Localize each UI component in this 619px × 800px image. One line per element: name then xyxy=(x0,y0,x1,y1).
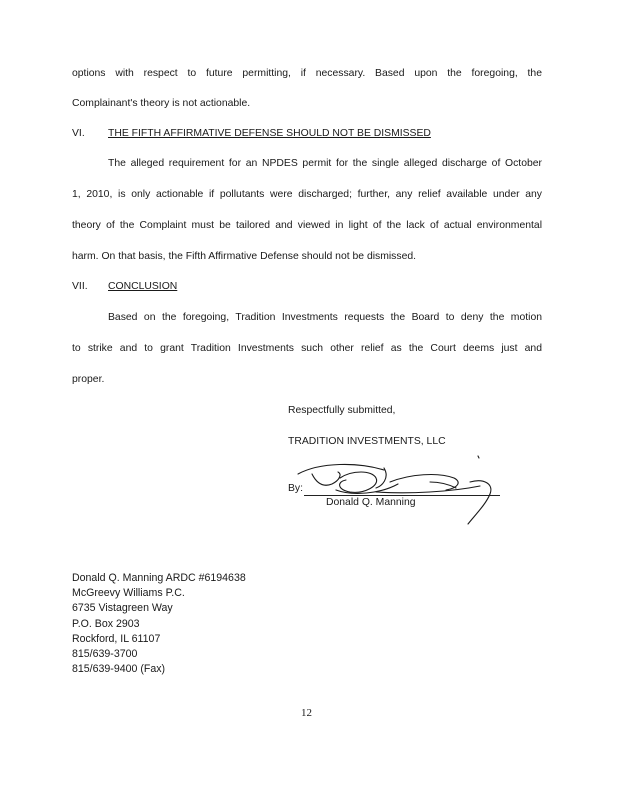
section-vi-number: VI. xyxy=(72,128,85,139)
signer-name: Donald Q. Manning xyxy=(326,497,416,508)
section-vi-line-4: harm. On that basis, the Fifth Affirmative Defense should not be dismissed. xyxy=(72,251,417,262)
section-vii-line-2: to strike and to grant Tradition Investments such other relief as the Court deems just and xyxy=(72,343,542,354)
section-vi-line-1: The alleged requirement for an NPDES permit for the single alleged discharge of October xyxy=(108,158,542,169)
section-vi-line-3: theory of the Complaint must be tailored and viewed in light of the lack of actual environmental xyxy=(72,220,542,231)
by-label: By: xyxy=(288,483,304,494)
section-vii-line-3: proper. xyxy=(72,374,105,385)
attorney-info-line: 6735 Vistagreen Way xyxy=(72,602,173,615)
attorney-info-line: P.O. Box 2903 xyxy=(72,617,140,630)
handwritten-signature xyxy=(280,452,510,532)
section-vii-number: VII. xyxy=(72,281,88,292)
attorney-info-line: 815/639-9400 (Fax) xyxy=(72,663,166,676)
continuation-line-2: Complainant's theory is not actionable. xyxy=(72,98,251,109)
attorney-info xyxy=(72,571,246,677)
attorney-info-line: Donald Q. Manning ARDC #6194638 xyxy=(72,572,246,584)
section-vi-line-2: 1, 2010, is only actionable if pollutants were discharged; further, any relief available under any xyxy=(72,189,542,200)
continuation-line-1: options with respect to future permitting, if necessary. Based upon the foregoing, the xyxy=(72,68,542,79)
page-number: 12 xyxy=(301,707,312,719)
section-vi-heading: THE FIFTH AFFIRMATIVE DEFENSE SHOULD NOT BE DISMISSED xyxy=(108,128,431,139)
attorney-info-line: Rockford, IL 61107 xyxy=(72,632,161,645)
section-vii-heading: CONCLUSION xyxy=(108,281,178,292)
section-vii-line-1: Based on the foregoing, Tradition Investments requests the Board to deny the motion xyxy=(108,312,542,323)
attorney-info-line: 815/639-3700 xyxy=(72,648,138,661)
company-name: TRADITION INVESTMENTS, LLC xyxy=(288,436,446,447)
attorney-info-line: McGreevy Williams P.C. xyxy=(72,587,185,600)
closing-text: Respectfully submitted, xyxy=(288,405,396,416)
